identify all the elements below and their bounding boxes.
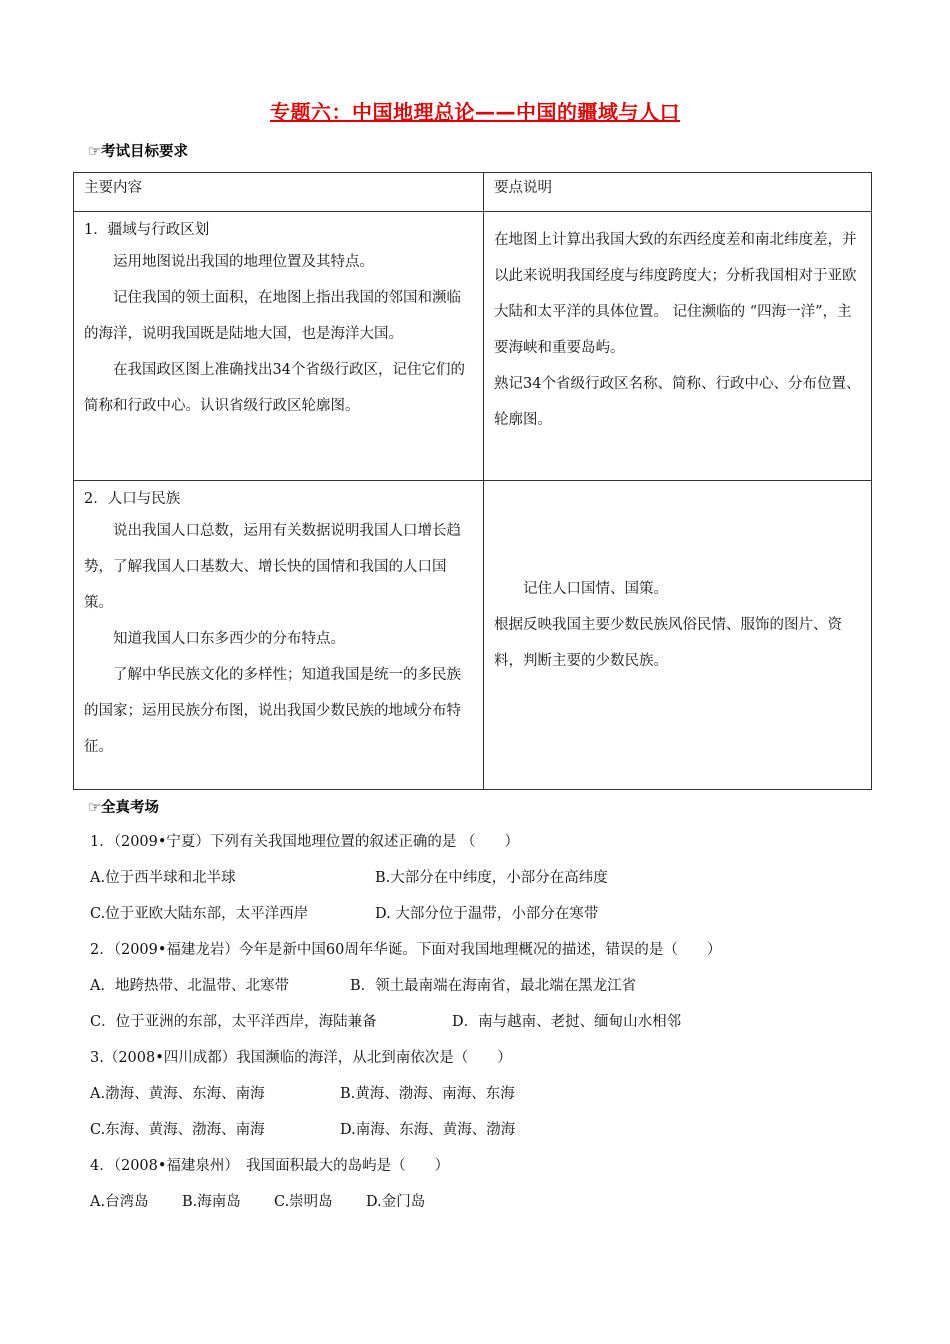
question-option: A.渤海、黄海、东海、南海 bbox=[90, 1086, 265, 1102]
row1-point: 在地图上计算出我国大致的东西经度差和南北纬度差，并以此来说明我国经度与纬度跨度大；分析我国相对于亚欧大陆和太平洋的具体位置。 记住濒临的 “四海一洋”，主要海峡和重要岛屿。 bbox=[494, 232, 857, 356]
row2-point: 根据反映我国主要少数民族风俗民情、服饰的图片、资料，判断主要的少数民族。 bbox=[494, 617, 842, 669]
row2-paragraph: 了解中华民族文化的多样性；知道我国是统一的多民族的国家；运用民族分布图，说出我国少数民族的地域分布特征。 bbox=[84, 667, 461, 755]
section-heading-exam-goals: ☞考试目标要求 bbox=[88, 144, 188, 160]
question-option: C.位于亚欧大陆东部，太平洋西岸 bbox=[90, 906, 309, 922]
header-key-points: 要点说明 bbox=[484, 173, 872, 212]
question-option: A．地跨热带、北温带、北寒带 bbox=[90, 978, 289, 994]
row1-point: 熟记34个省级行政区名称、简称、行政中心、分布位置、轮廓图。 bbox=[494, 376, 861, 428]
table-row bbox=[74, 212, 872, 481]
row2-paragraph: 知道我国人口东多西少的分布特点。 bbox=[113, 631, 345, 647]
requirements-table bbox=[73, 172, 872, 790]
question-option: D．南与越南、老挝、缅甸山水相邻 bbox=[452, 1014, 682, 1030]
table-row bbox=[74, 481, 872, 790]
question-option: C.崇明岛 bbox=[274, 1194, 333, 1210]
question-option: C．位于亚洲的东部，太平洋西岸，海陆兼备 bbox=[90, 1014, 377, 1030]
question-option: B.海南岛 bbox=[182, 1194, 241, 1210]
question-option: C.东海、黄海、渤海、南海 bbox=[90, 1122, 265, 1138]
row1-paragraph: 记住我国的领土面积，在地图上指出我国的邻国和濒临的海洋，说明我国既是陆地大国，也是海洋大国。 bbox=[84, 290, 461, 342]
row2-key-points bbox=[484, 481, 872, 790]
question-option: A.位于西半球和北半球 bbox=[90, 870, 236, 886]
question-option: B.黄海、渤海、南海、东海 bbox=[340, 1086, 515, 1102]
row2-main-content bbox=[74, 481, 484, 790]
question-option: D.南海、东海、黄海、渤海 bbox=[340, 1122, 516, 1138]
question-option: D.金门岛 bbox=[366, 1194, 426, 1210]
question-stem: 1．（2009•宁夏）下列有关我国地理位置的叙述正确的是 （ ） bbox=[90, 834, 520, 850]
row2-paragraph: 说出我国人口总数，运用有关数据说明我国人口增长趋势，了解我国人口基数大、增长快的国情和我国的人口国策。 bbox=[84, 523, 461, 611]
row1-paragraph: 运用地图说出我国的地理位置及其特点。 bbox=[113, 254, 374, 270]
question-stem: 2．（2009•福建龙岩）今年是新中国60周年华诞。下面对我国地理概况的描述，错误的是（ ） bbox=[90, 942, 722, 958]
row1-main-content bbox=[74, 212, 484, 481]
question-option: A.台湾岛 bbox=[90, 1194, 149, 1210]
row2-point: 记住人口国情、国策。 bbox=[523, 581, 668, 597]
table-header-row bbox=[74, 173, 872, 212]
question-option: D. 大部分位于温带，小部分在寒带 bbox=[375, 906, 599, 922]
row1-key-points bbox=[484, 212, 872, 481]
question-stem: 3.（2008•四川成都）我国濒临的海洋，从北到南依次是（ ） bbox=[90, 1050, 512, 1066]
section-heading-exam-practice: ☞全真考场 bbox=[88, 800, 159, 816]
page-title: 专题六：中国地理总论——中国的疆域与人口 bbox=[270, 100, 680, 124]
question-stem: 4．（2008•福建泉州） 我国面积最大的岛屿是（ ） bbox=[90, 1158, 450, 1174]
row1-heading: 1．疆域与行政区划 bbox=[84, 222, 210, 238]
header-main-content: 主要内容 bbox=[74, 173, 484, 212]
question-option: B.大部分在中纬度，小部分在高纬度 bbox=[375, 870, 608, 886]
row1-paragraph: 在我国政区图上准确找出34个省级行政区，记住它们的简称和行政中心。认识省级行政区轮廓图。 bbox=[84, 362, 465, 414]
row2-heading: 2．人口与民族 bbox=[84, 491, 181, 507]
question-option: B．领土最南端在海南省，最北端在黑龙江省 bbox=[350, 978, 637, 994]
